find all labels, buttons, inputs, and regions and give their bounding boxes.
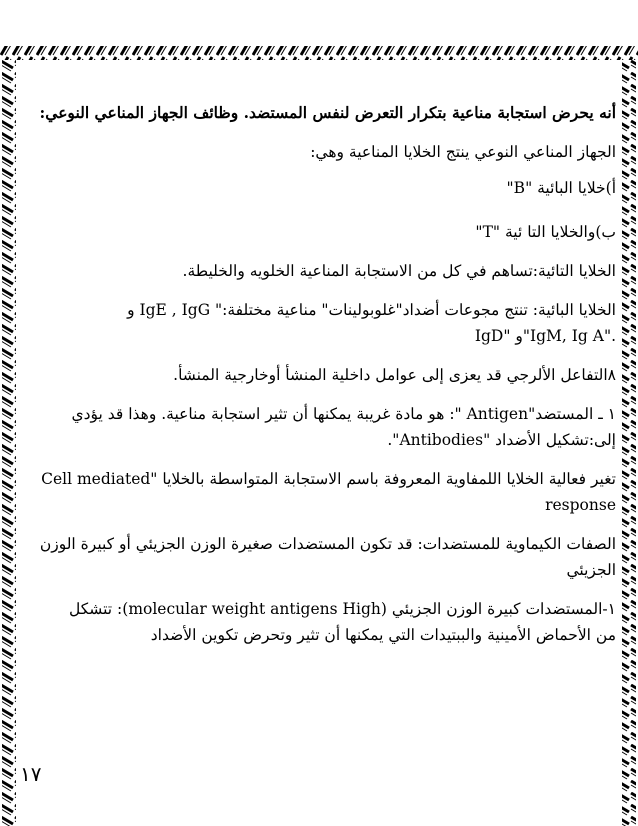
text-line: IgD" و"IgM, Ig A". xyxy=(474,327,616,345)
text-line: response xyxy=(545,496,616,514)
text-line: ٨التفاعل الألرجي قد يعزى إلى عوامل داخلية المنشأ أوخارجية المنشأ. xyxy=(173,366,616,384)
border-right xyxy=(622,60,636,826)
document-body xyxy=(22,100,616,661)
border-left xyxy=(2,60,16,826)
text-line: الجهاز المناعي النوعي ينتج الخلايا المناعية وهي: xyxy=(310,143,616,161)
text-line: أنه يحرض استجابة مناعية بتكرار التعرض لنفس المستضد. وظائف الجهاز المناعي النوعي: xyxy=(39,103,616,122)
text-line: ١ ـ المستضد"Antigen ": هو مادة غريبة يمكنها أن تثير استجابة مناعية. وهذا قد يؤدي xyxy=(71,405,616,423)
text-line: الخلايا البائية: تنتج مجوعات أضداد"غلوبولينات" مناعية مختلفة:" IgE , IgG و xyxy=(127,301,616,319)
list-item-b-cells: أ)خلايا البائية "B" xyxy=(506,179,616,197)
page-number: ١٧ xyxy=(20,762,42,786)
text-line: ١-المستضدات كبيرة الوزن الجزيئي (molecular weight antigens High): تتشكل xyxy=(68,600,616,618)
text-line: الصفات الكيماوية للمستضدات: قد تكون المستضدات صغيرة الوزن الجزيئي أو كبيرة الوزن xyxy=(39,535,616,553)
text-line: تغير فعالية الخلايا اللمفاوية المعروفة باسم الاستجابة المتواسطة بالخلايا "Cell mediated xyxy=(41,470,616,488)
text-line: من الأحماض الأمينية والببتيدات التي يمكنها أن تثير وتحرض تكوين الأضداد xyxy=(150,626,616,644)
text-line: الخلايا التائية:تساهم في كل من الاستجابة المناعية الخلويه والخليطة. xyxy=(182,262,616,280)
text-line: الجزيئي xyxy=(566,561,616,579)
text-line: إلى:تشكيل الأضداد "Antibodies". xyxy=(387,431,616,449)
list-item-t-cells: ب)والخلايا التا ئية "T" xyxy=(475,223,616,241)
border-top xyxy=(0,46,638,60)
